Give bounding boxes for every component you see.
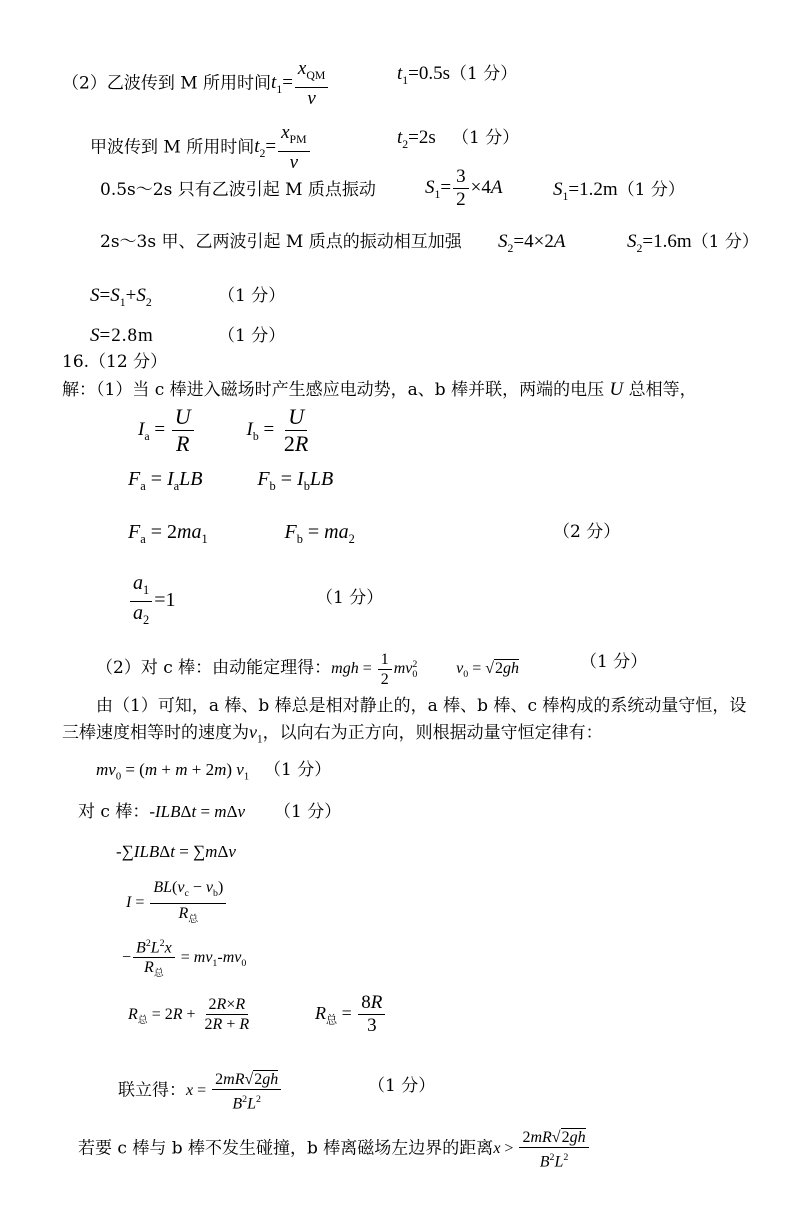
wave-line-2-equation: $t_2=$ $\frac{x_{PM}}{v}$ [254,136,311,157]
score-6: （1 分） [218,326,286,346]
score-1: （1 分） [450,64,518,84]
wave-line-4-equation: $S_2=4\times 2A$ [498,231,566,255]
wave-line-3-label: 0.5s～2s 只有乙波引起 M 质点振动 [100,180,376,200]
energy-equation: mgh = $\frac{1}{2}$ $mv_0^2$ [331,651,418,688]
score-3: （1 分） [617,180,685,200]
resistance-equation: $R_总 = 2R$ + $\frac{2R\times R}{2R + R}$ $R_总$ = $\frac{8R}{3}$ [128,992,387,1037]
score-11: （1 分） [274,802,342,822]
wave-line-1-label: （2）乙波传到 M 所用时间 [62,73,272,94]
current-equation: I = $\frac{BL(v_c - v_b)}{R_总}$ [126,878,228,929]
wave-line-1-result: $t_1=0.5s(1$ 分） [397,63,518,87]
score-12: （1 分） [368,1076,436,1096]
displacement-equation: − $\frac{B^2L^2x}{R_总}$ = $mv_1-mv_0$ [122,934,246,984]
wave-line-3-result: $S_1=1.2m(1$ 分） [553,179,685,203]
joint-result: 联立得：x = $\frac{2mR√2gh}{B^2L^2}$ [118,1070,283,1113]
score-7: （2 分） [553,522,621,542]
question-16-heading: 16.（12 分） [62,352,168,372]
part-2-label: （2）对 c 棒：由动能定理得：mgh = $\frac{1}{2}$ $mv_0^2$ $v_0 = √2gh$ [96,651,519,688]
wave-line-6: S=2.8m [90,325,154,346]
score-8: （1 分） [316,588,384,608]
sum-equation: -∑ILBΔt = ∑mΔv [116,842,236,861]
eq-newton: $F_a = 2ma_1$ $F_b = ma_2$ [128,521,355,546]
wave-line-2-result: $t_2=2s$ （1 分） [397,127,520,151]
c-rod-line: 对 c 棒：-ILBΔt = mΔv [78,802,246,822]
paragraph-line-1: 由（1）可知，a 棒、b 棒总是相对静止的，a 棒、b 棒、c 棒构成的系统动量守恒，设 [96,696,747,716]
wave-line-2-label: 甲波传到 M 所用时间 [90,137,255,158]
eq-current: $I_a$ = $\frac{U}{R}$ $I_b$ = $\frac{U}{2R}$ [138,404,309,456]
score-9: （1 分） [580,652,648,672]
wave-line-4-result: $S_2=1.6m(1$ 分） [627,231,759,255]
wave-line-1 [62,58,330,110]
question-16-intro: 解：（1）当 c 棒进入磁场时产生感应电动势，a、b 棒并联，两端的电压 U 总相等， [62,379,697,400]
final-conclusion: 若要 c 棒与 b 棒不发生碰撞，b 棒离磁场左边界的距离x > $\frac{2mR√2gh}{B^2L^2}$ [78,1128,591,1171]
velocity-equation: $v_0 = √2gh$ [456,660,519,681]
wave-line-3-equation: $S_1=$ $\frac{3}{2}$ ×4A [425,166,503,210]
eq-force: $F_a = I_aLB$ $F_b = I_bLB$ [128,468,334,493]
paragraph-line-2: 三棒速度相等时的速度为$v_1$，以向右为正方向，则根据动量守恒定律有： [62,722,603,746]
score-2: （1 分） [452,128,520,148]
score-5: （1 分） [218,286,286,306]
wave-line-2 [90,122,312,174]
wave-line-4-label: 2s～3s 甲、乙两波引起 M 质点的振动相互加强 [100,232,462,252]
score-4: （1 分） [691,232,759,252]
momentum-equation: $mv_0 = (m + m + 2m)$ $v_1$ [96,760,250,783]
wave-line-5: $S=S_1+S_2$ [90,285,152,309]
eq-acc-ratio: $\frac{a_1}{a_2}$ =1 [128,572,175,631]
score-10: （1 分） [264,760,332,780]
wave-line-1-equation: $t_1=$ $\frac{x_{QM}}{v}$ [271,72,330,93]
